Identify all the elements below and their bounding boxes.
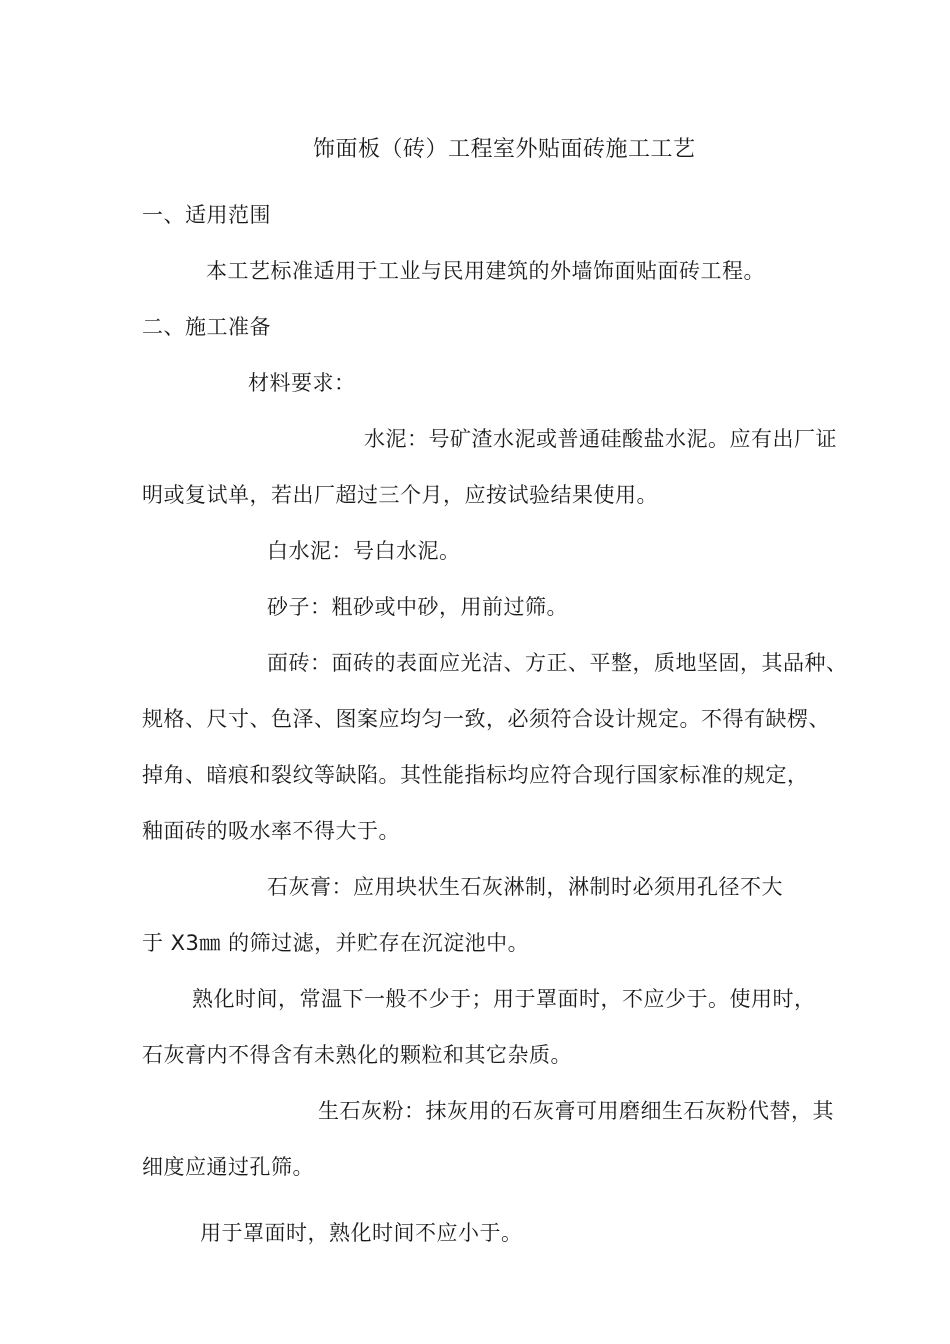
paragraph-tile-line-2: 规格、尺寸、色泽、图案应均匀一致，必须符合设计规定。不得有缺楞、 — [142, 707, 830, 731]
section-heading-scope: 一、适用范围 — [142, 203, 271, 227]
paragraph-cement-line-1: 水泥：号矿渣水泥或普通硅酸盐水泥。应有出厂证 — [364, 427, 837, 451]
document-title: 饰面板（砖）工程室外贴面砖施工工艺 — [313, 137, 696, 162]
paragraph-powder-line-1: 生石灰粉：抹灰用的石灰膏可用磨细生石灰粉代替，其 — [318, 1099, 834, 1123]
paragraph-scope: 本工艺标准适用于工业与民用建筑的外墙饰面贴面砖工程。 — [206, 259, 765, 283]
section-heading-preparation: 二、施工准备 — [142, 315, 271, 339]
materials-label: 材料要求： — [248, 371, 356, 395]
paragraph-lime-line-2: 于 X3㎜ 的筛过滤，并贮存在沉淀池中。 — [142, 931, 530, 955]
paragraph-tile-line-1: 面砖：面砖的表面应光洁、方正、平整，质地坚固，其品种、 — [267, 651, 848, 675]
paragraph-lime-line-1: 石灰膏：应用块状生石灰淋制，淋制时必须用孔径不大 — [267, 875, 783, 899]
paragraph-cement-line-2: 明或复试单，若出厂超过三个月，应按试验结果使用。 — [142, 483, 658, 507]
paragraph-tile-line-3: 掉角、暗痕和裂纹等缺陷。其性能指标均应符合现行国家标准的规定， — [142, 763, 809, 787]
paragraph-lime-line-4: 石灰膏内不得含有未熟化的颗粒和其它杂质。 — [142, 1043, 572, 1067]
paragraph-white-cement: 白水泥：号白水泥。 — [267, 539, 461, 563]
paragraph-tile-line-4: 釉面砖的吸水率不得大于。 — [142, 819, 400, 843]
paragraph-powder-line-3: 用于罩面时，熟化时间不应小于。 — [200, 1221, 523, 1245]
paragraph-sand: 砂子：粗砂或中砂，用前过筛。 — [267, 595, 568, 619]
paragraph-powder-line-2: 细度应通过孔筛。 — [142, 1155, 314, 1179]
paragraph-lime-line-3: 熟化时间，常温下一般不少于；用于罩面时，不应少于。使用时， — [192, 987, 816, 1011]
